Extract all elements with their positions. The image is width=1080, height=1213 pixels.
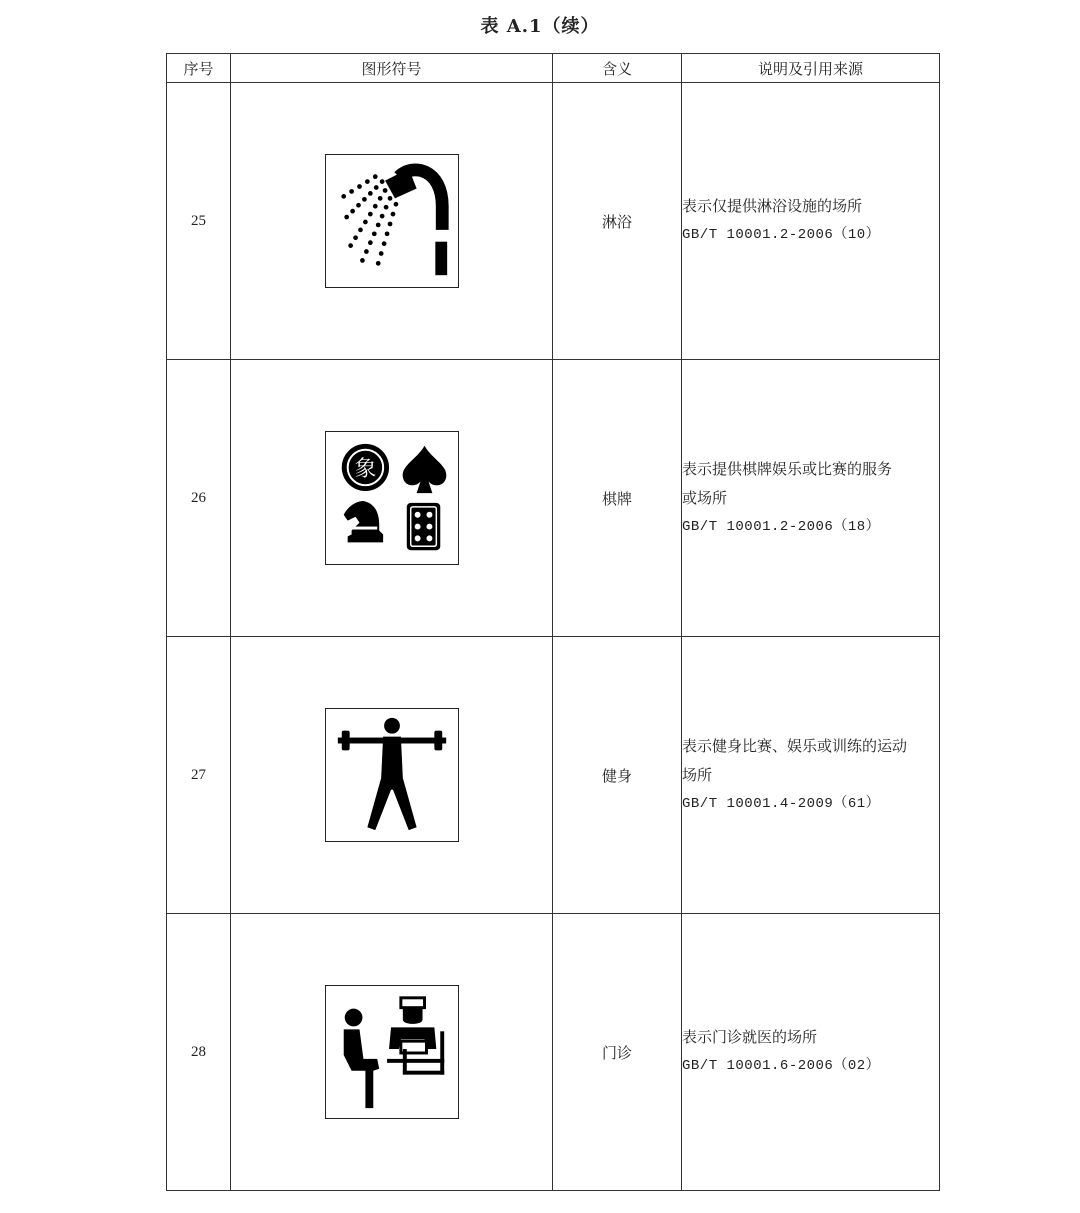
- description-cell: [682, 360, 940, 637]
- outpatient-icon: [325, 985, 459, 1119]
- description-cell: [682, 83, 940, 360]
- table-row: [167, 914, 940, 1191]
- chess-cards-icon: [325, 431, 459, 565]
- description-cell: [682, 637, 940, 914]
- description-text: 表示提供棋牌娱乐或比赛的服务: [682, 459, 893, 478]
- header-description: 说明及引用来源: [682, 54, 940, 83]
- meaning-cell: 门诊: [553, 914, 682, 1191]
- xiangqi-character: 象: [354, 456, 376, 482]
- description-text: 表示健身比赛、娱乐或训练的运动: [682, 736, 908, 755]
- table-title: 表 A.1（续）: [480, 16, 600, 37]
- row-number: 25: [167, 83, 231, 360]
- row-number: 28: [167, 914, 231, 1191]
- meaning-cell: 棋牌: [553, 360, 682, 637]
- description-text: 表示门诊就医的场所: [682, 1028, 818, 1046]
- description-text: 场所: [682, 765, 713, 784]
- meaning-cell: 健身: [553, 637, 682, 914]
- symbol-cell: [231, 914, 553, 1191]
- table-row: [167, 360, 940, 637]
- row-number: 27: [167, 637, 231, 914]
- header-number: 序号: [167, 54, 231, 83]
- source-reference: GB/T 10001.2-2006（10）: [682, 227, 881, 243]
- shower-icon: [325, 154, 459, 288]
- table-row: [167, 83, 940, 360]
- source-reference: GB/T 10001.2-2006（18）: [682, 518, 881, 535]
- row-number: 26: [167, 360, 231, 637]
- header-meaning: 含义: [553, 54, 682, 83]
- symbol-table: [166, 53, 940, 1191]
- description-text: 或场所: [682, 488, 728, 507]
- description-cell: [682, 914, 940, 1191]
- description-text: 表示仅提供淋浴设施的场所: [682, 197, 863, 215]
- table-header-row: [167, 54, 940, 83]
- header-symbol: 图形符号: [231, 54, 553, 83]
- table-row: [167, 637, 940, 914]
- symbol-cell: [231, 637, 553, 914]
- symbol-cell: [231, 360, 553, 637]
- source-reference: GB/T 10001.4-2009（61）: [682, 795, 881, 812]
- symbol-cell: [231, 83, 553, 360]
- fitness-icon: [325, 708, 459, 842]
- meaning-cell: 淋浴: [553, 83, 682, 360]
- source-reference: GB/T 10001.6-2006（02）: [682, 1058, 881, 1074]
